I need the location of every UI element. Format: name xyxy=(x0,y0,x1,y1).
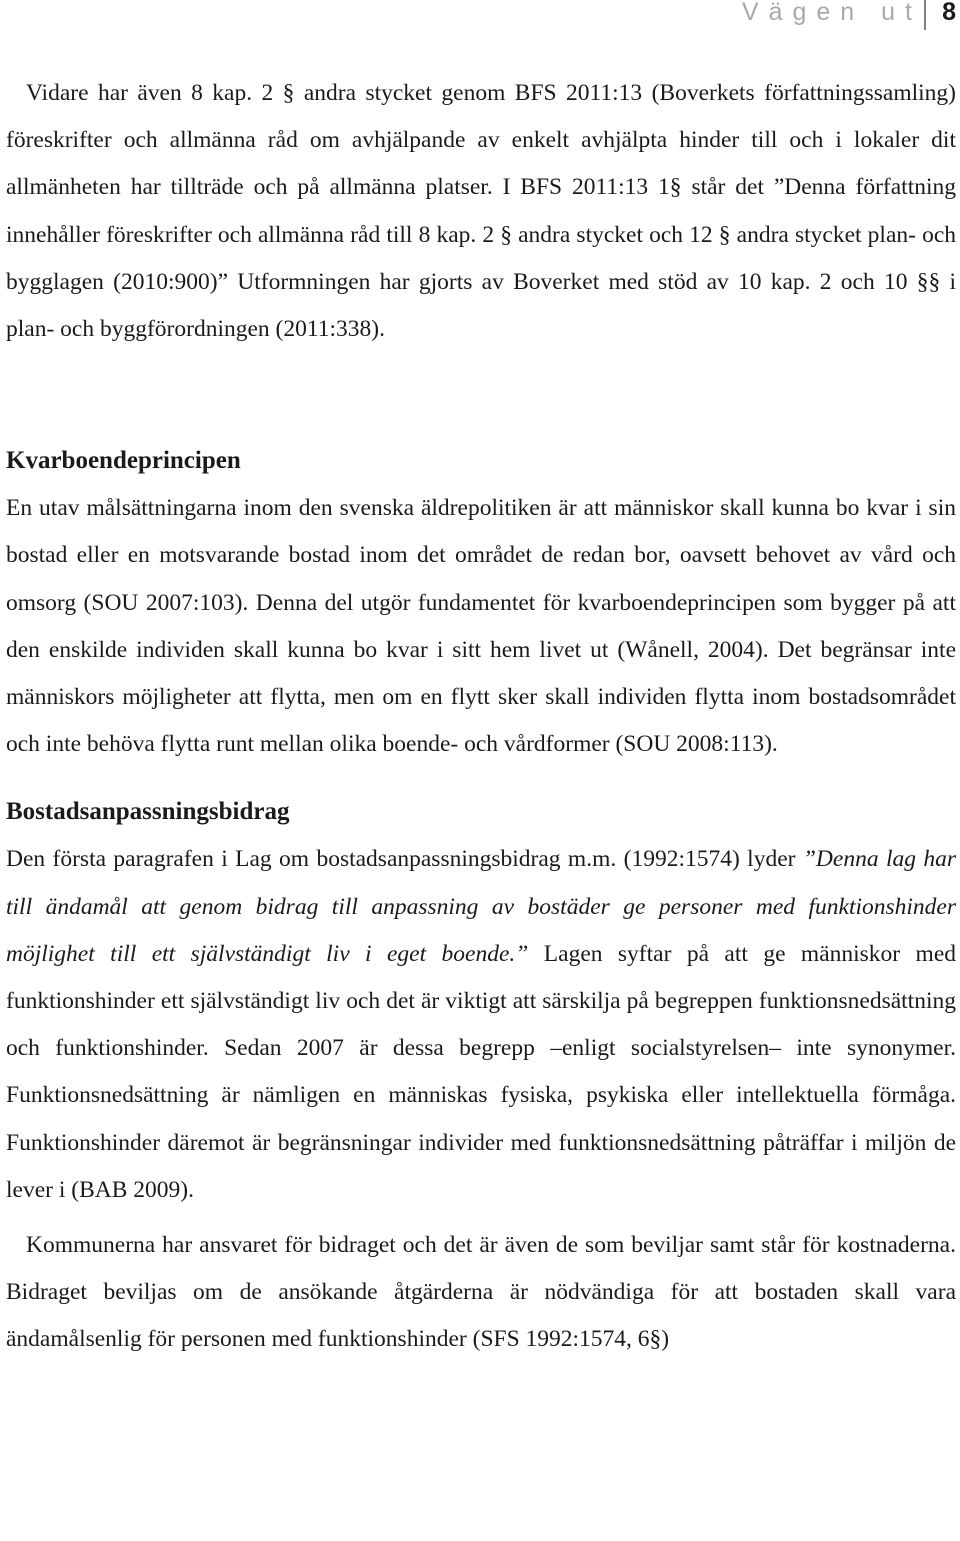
heading-kvarboendeprincipen: Kvarboendeprincipen xyxy=(6,447,241,475)
law-explanation: Lagen syftar på att ge människor med funktionshinder ett självständigt liv och det är viktigt att särskilja på begreppen funktionsnedsättning och funktionshinder. Sedan 2007 är dessa begrepp –enligt socialstyrelsen– inte synonymer. Funktionsnedsättning är nämligen en människas fysiska, psykiska eller intellektuella förmåga. Funktionshinder däremot är begränsningar individer med funktionsnedsättning påträffar i miljön de lever i (BAB 2009). xyxy=(6,940,957,1203)
paragraph-bostadsanpassning xyxy=(6,836,956,1214)
page-header xyxy=(0,0,960,30)
law-intro: Den första paragrafen i Lag om bostadsanpassningsbidrag m.m. (1992:1574) lyder xyxy=(6,846,796,873)
paragraph-bfs: Vidare har även 8 kap. 2 § andra stycket genom BFS 2011:13 (Boverkets författningssamling) föreskrifter och allmänna råd om avhjälpande av enkelt avhjälpta hinder till och i lokaler dit allmänheten har tillträde och på allmänna platser. I BFS 2011:13 1§ står det ”Denna författning innehåller föreskrifter och allmänna råd till 8 kap. 2 § andra stycket och 12 § andra stycket plan- och bygglagen (2010:900)” Utformningen har gjorts av Boverket med stöd av 10 kap. 2 och 10 §§ i plan- och byggförordningen (2011:338). xyxy=(6,80,956,343)
law-quote: ”Denna lag har till ändamål att genom bidrag till anpassning av bostäder ge personer med funktionshinder möjlighet till ett självständigt liv i eget boende.” xyxy=(6,846,956,967)
paragraph-kommunerna: Kommunerna har ansvaret för bidraget och det är även de som beviljar samt står för kostnaderna. Bidraget beviljas om de ansökande åtgärderna är nödvändiga för att bostaden skall vara ändamålsenlig för personen med funktionshinder (SFS 1992:1574, 6§) xyxy=(6,1232,956,1353)
paragraph-gap xyxy=(6,1214,956,1222)
section-gap xyxy=(6,768,956,788)
section-gap xyxy=(6,353,956,437)
header-divider xyxy=(924,0,926,30)
page-number: 8 xyxy=(942,0,956,26)
running-title: Vägen ut xyxy=(741,0,922,26)
document-body xyxy=(6,70,956,1364)
heading-bostadsanpassningsbidrag: Bostadsanpassningsbidrag xyxy=(6,798,290,826)
paragraph-kvarboende: En utav målsättningarna inom den svenska äldrepolitiken är att människor skall kunna bo kvar i sin bostad eller en motsvarande bostad inom det området de redan bor, oavsett behovet av vård och omsorg (SOU 2007:103). Denna del utgör fundamentet för kvarboendeprincipen som bygger på att den enskilde individen skall kunna bo kvar i sitt hem livet ut (Wånell, 2004). Det begränsar inte människors möjligheter att flytta, men om en flytt sker skall individen flytta inom bostadsområdet och inte behöva flytta runt mellan olika boende- och vårdformer (SOU 2008:113). xyxy=(6,495,956,758)
